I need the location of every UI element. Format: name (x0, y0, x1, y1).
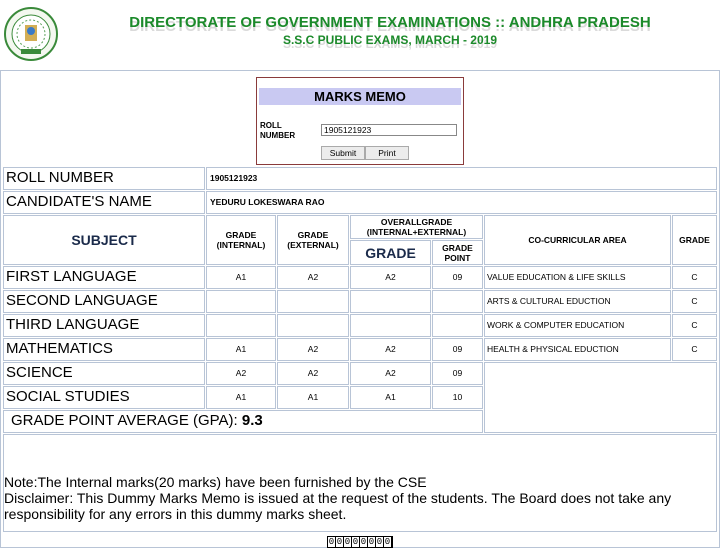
subject-header: SUBJECT (3, 215, 205, 265)
grade-point-header: GRADE POINT (432, 240, 483, 265)
counter-digit: 0 (376, 537, 383, 547)
print-button[interactable]: Print (365, 146, 409, 160)
counter-digit: 0 (352, 537, 359, 547)
grade-point-cell: 09 (432, 266, 483, 289)
co-curricular-empty-area (484, 362, 717, 433)
gpa-row (3, 410, 483, 433)
overall-grade-subheader: GRADE (350, 240, 431, 265)
grade-internal-cell (206, 290, 276, 313)
grade-internal-cell: A1 (206, 338, 276, 361)
marks-memo-form (256, 77, 464, 165)
roll-number-label (260, 121, 295, 141)
roll-number-input[interactable] (321, 124, 457, 136)
grade-internal-cell: A2 (206, 362, 276, 385)
submit-button[interactable]: Submit (321, 146, 365, 160)
note-text: Note:The Internal marks(20 marks) have been furnished by the CSE (4, 474, 427, 490)
overall-grade-cell: A1 (350, 386, 431, 409)
grade-internal-cell (206, 314, 276, 337)
grade-external-header: GRADE (EXTERNAL) (277, 215, 349, 265)
gpa-label: GRADE POINT AVERAGE (GPA): (11, 412, 238, 429)
page-title: DIRECTORATE OF GOVERNMENT EXAMINATIONS :: ANDHRA PRADESH (129, 14, 651, 31)
memo-title: MARKS MEMO (259, 88, 461, 105)
grade-internal-cell: A1 (206, 266, 276, 289)
visitor-counter (327, 536, 393, 548)
roll-number-label-cell: ROLL NUMBER (3, 167, 205, 190)
subject-first-language: FIRST LANGUAGE (3, 266, 205, 289)
co-curricular-grade-cell: C (672, 266, 717, 289)
counter-digit: 0 (328, 537, 335, 547)
grade-internal-header: GRADE (INTERNAL) (206, 215, 276, 265)
grade-point-cell: 10 (432, 386, 483, 409)
co-curricular-grade-cell: C (672, 290, 717, 313)
co-curricular-grade-cell: C (672, 314, 717, 337)
counter-digit: 0 (368, 537, 375, 547)
disclaimer-text: Disclaimer: This Dummy Marks Memo is issued at the request of the students. The Board does not take any responsibility for any errors in this dummy marks sheet. (4, 490, 672, 522)
grade-external-cell: A2 (277, 266, 349, 289)
grade-point-cell (432, 290, 483, 313)
overall-grade-header: OVERALLGRADE (INTERNAL+EXTERNAL) (350, 215, 483, 239)
grade-external-cell: A2 (277, 362, 349, 385)
grade-point-cell: 09 (432, 362, 483, 385)
overall-grade-cell: A2 (350, 266, 431, 289)
grade-external-cell: A2 (277, 338, 349, 361)
grade-point-cell: 09 (432, 338, 483, 361)
grade-external-cell (277, 290, 349, 313)
subject-science: SCIENCE (3, 362, 205, 385)
roll-label-line1: ROLL (260, 121, 282, 130)
counter-digit: 0 (336, 537, 343, 547)
co-curricular-area-cell: VALUE EDUCATION & LIFE SKILLS (484, 266, 671, 289)
overall-grade-cell: A2 (350, 338, 431, 361)
page-subtitle: S.S.C PUBLIC EXAMS, MARCH - 2019 (282, 33, 498, 47)
co-curricular-area-cell: HEALTH & PHYSICAL EDUCTION (484, 338, 671, 361)
overall-grade-cell: A2 (350, 362, 431, 385)
co-curricular-area-cell: WORK & COMPUTER EDUCATION (484, 314, 671, 337)
candidate-name-value: YEDURU LOKESWARA RAO (206, 191, 717, 214)
roll-label-line2: NUMBER (260, 131, 296, 140)
overall-grade-cell (350, 290, 431, 313)
counter-digit: 0 (344, 537, 351, 547)
page-header (0, 0, 720, 70)
co-curricular-area-cell: ARTS & CULTURAL EDUCTION (484, 290, 671, 313)
counter-digit: 0 (360, 537, 367, 547)
subject-mathematics: MATHEMATICS (3, 338, 205, 361)
subject-social-studies: SOCIAL STUDIES (3, 386, 205, 409)
note-section (3, 434, 717, 532)
co-curricular-grade-cell: C (672, 338, 717, 361)
grade-external-cell: A1 (277, 386, 349, 409)
ap-emblem-logo (4, 5, 58, 63)
grade-external-cell (277, 314, 349, 337)
counter-digit: 0 (384, 537, 391, 547)
gpa-value: 9.3 (241, 412, 263, 429)
subject-third-language: THIRD LANGUAGE (3, 314, 205, 337)
roll-number-value: 1905121923 (206, 167, 717, 190)
co-curricular-grade-header: GRADE (672, 215, 717, 265)
overall-grade-cell (350, 314, 431, 337)
grade-point-cell (432, 314, 483, 337)
grade-internal-cell: A1 (206, 386, 276, 409)
co-curricular-header: CO-CURRICULAR AREA (484, 215, 671, 265)
subject-second-language: SECOND LANGUAGE (3, 290, 205, 313)
candidate-name-label: CANDIDATE'S NAME (3, 191, 205, 214)
